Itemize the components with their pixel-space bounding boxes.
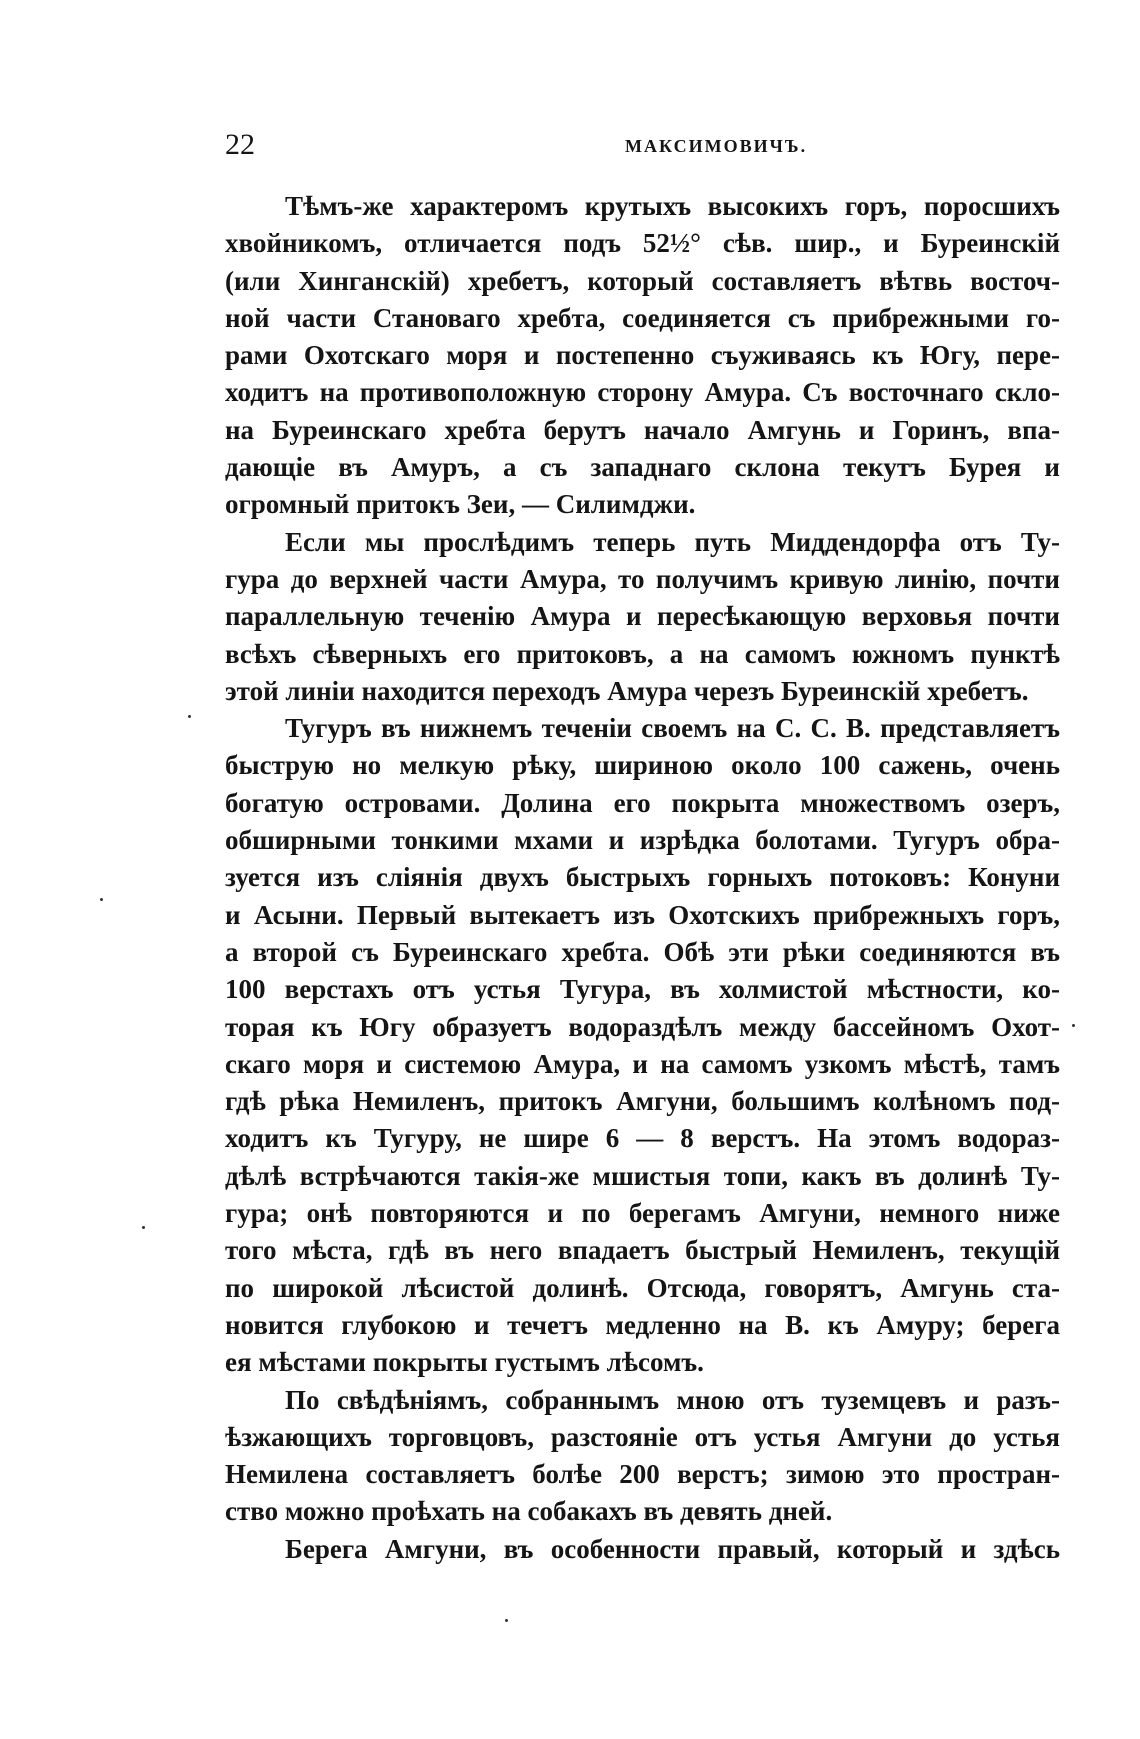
text-line: ходитъ къ Тугуру, не шире 6 — 8 верстъ. На этомъ водораз- — [225, 1123, 1060, 1154]
page-header — [225, 128, 1070, 172]
scan-speck — [188, 715, 191, 718]
text-line: новится глубокою и течетъ медленно на В. къ Амуру; берега — [225, 1309, 1060, 1340]
text-line: ѣзжающихъ торговцовъ, разстоянiе отъ устья Амгуни до устья — [225, 1421, 1060, 1452]
text-line: гдѣ рѣка Немиленъ, притокъ Амгуни, большимъ колѣномъ под- — [225, 1086, 1060, 1117]
text-line: и Асыни. Первый вытекаетъ изъ Охотскихъ прибрежныхъ горъ, — [225, 899, 1060, 930]
text-line: быструю но мелкую рѣку, шириною около 100 сажень, очень — [225, 750, 1060, 781]
scan-speck — [100, 898, 103, 901]
text-line: ходитъ на противоположную сторону Амура. Съ восточнаго скло- — [225, 377, 1060, 408]
text-line: хвойникомъ, отличается подъ 52½° сѣв. шир., и Буреинскій — [225, 228, 1060, 259]
text-line: ной части Становаго хребта, соединяется съ прибрежными го- — [225, 302, 1060, 333]
text-line: скаго моря и системою Амура, и на самомъ узкомъ мѣстѣ, тамъ — [225, 1048, 1060, 1079]
text-line: (или Хинганскій) хребетъ, который составляетъ вѣтвь восточ- — [225, 265, 1060, 296]
text-line: на Буреинскаго хребта берутъ начало Амгунь и Горинъ, впа- — [225, 414, 1060, 445]
text-line: 100 верстахъ отъ устья Тугура, въ холмистой мѣстности, ко- — [225, 974, 1060, 1005]
text-line: обширными тонкими мхами и изрѣдка болотами. Тугуръ обра- — [225, 825, 1060, 856]
text-line: торая къ Югу образуетъ водораздѣлъ между бассейномъ Охот- — [225, 1011, 1060, 1042]
text-line: гура; онѣ повторяются и по берегамъ Амгуни, немного ниже — [225, 1198, 1060, 1229]
text-line: рами Охотскаго моря и постепенно съуживаясь къ Югу, пере- — [225, 340, 1060, 371]
text-line: дающіе въ Амуръ, а съ западнаго склона текутъ Бурея и — [225, 452, 1060, 483]
text-line: того мѣста, гдѣ въ него впадаетъ быстрый Немиленъ, текущiй — [225, 1235, 1060, 1266]
text-line: а второй съ Буреинскаго хребта. Обѣ эти рѣки соединяются въ — [225, 936, 1060, 967]
text-line: по широкой лѣсистой долинѣ. Отсюда, говорятъ, Амгунь ста- — [225, 1272, 1060, 1303]
text-line: Тѣмъ-же характеромъ крутыхъ высокихъ горъ, поросшихъ — [285, 191, 1060, 221]
text-line: ея мѣстами покрыты густымъ лѣсомъ. — [225, 1347, 704, 1378]
text-line: этой линіи находится переходъ Амура черезъ Буреинскій хребетъ. — [225, 675, 1029, 706]
text-line: ство можно проѣхать на собакахъ въ девять дней. — [225, 1496, 833, 1527]
scan-speck — [1072, 1024, 1075, 1027]
text-line: Немилена составляетъ болѣе 200 верстъ; зимою это простран- — [225, 1459, 1060, 1490]
text-line: Тугуръ въ нижнемъ теченіи своемъ на С. С. В. представляетъ — [285, 713, 1060, 744]
text-line: Берега Амгуни, въ особенности правый, который и здѣсь — [285, 1533, 1060, 1564]
text-line: гура до верхней части Амура, то получимъ кривую линію, почти — [225, 563, 1060, 594]
text-line: огромный притокъ Зеи, — Силимджи. — [225, 489, 696, 520]
text-line: Если мы прослѣдимъ теперь путь Миддендорфа отъ Ту- — [285, 526, 1060, 557]
text-line: параллельную теченію Амура и пересѣкающую верховья почти — [225, 601, 1060, 632]
page-number: 22 — [225, 128, 255, 161]
text-line: зуется изъ слiянiя двухъ быстрыхъ горныхъ потоковъ: Конуни — [225, 862, 1060, 893]
scan-speck — [505, 1619, 508, 1622]
body-text — [225, 188, 1060, 1568]
text-line: богатую островами. Долина его покрыта множествомъ озеръ, — [225, 787, 1060, 818]
text-line: По свѣдѣнiямъ, собраннымъ мною отъ туземцевъ и разъ- — [285, 1384, 1060, 1415]
text-line: дѣлѣ встрѣчаются такiя-же мшистыя топи, какъ въ долинѣ Ту- — [225, 1160, 1060, 1191]
scan-speck — [142, 1226, 145, 1229]
text-line: всѣхъ сѣверныхъ его притоковъ, а на самомъ южномъ пунктѣ — [225, 638, 1060, 669]
running-head: МАКСИМОВИЧЪ. — [625, 136, 808, 156]
